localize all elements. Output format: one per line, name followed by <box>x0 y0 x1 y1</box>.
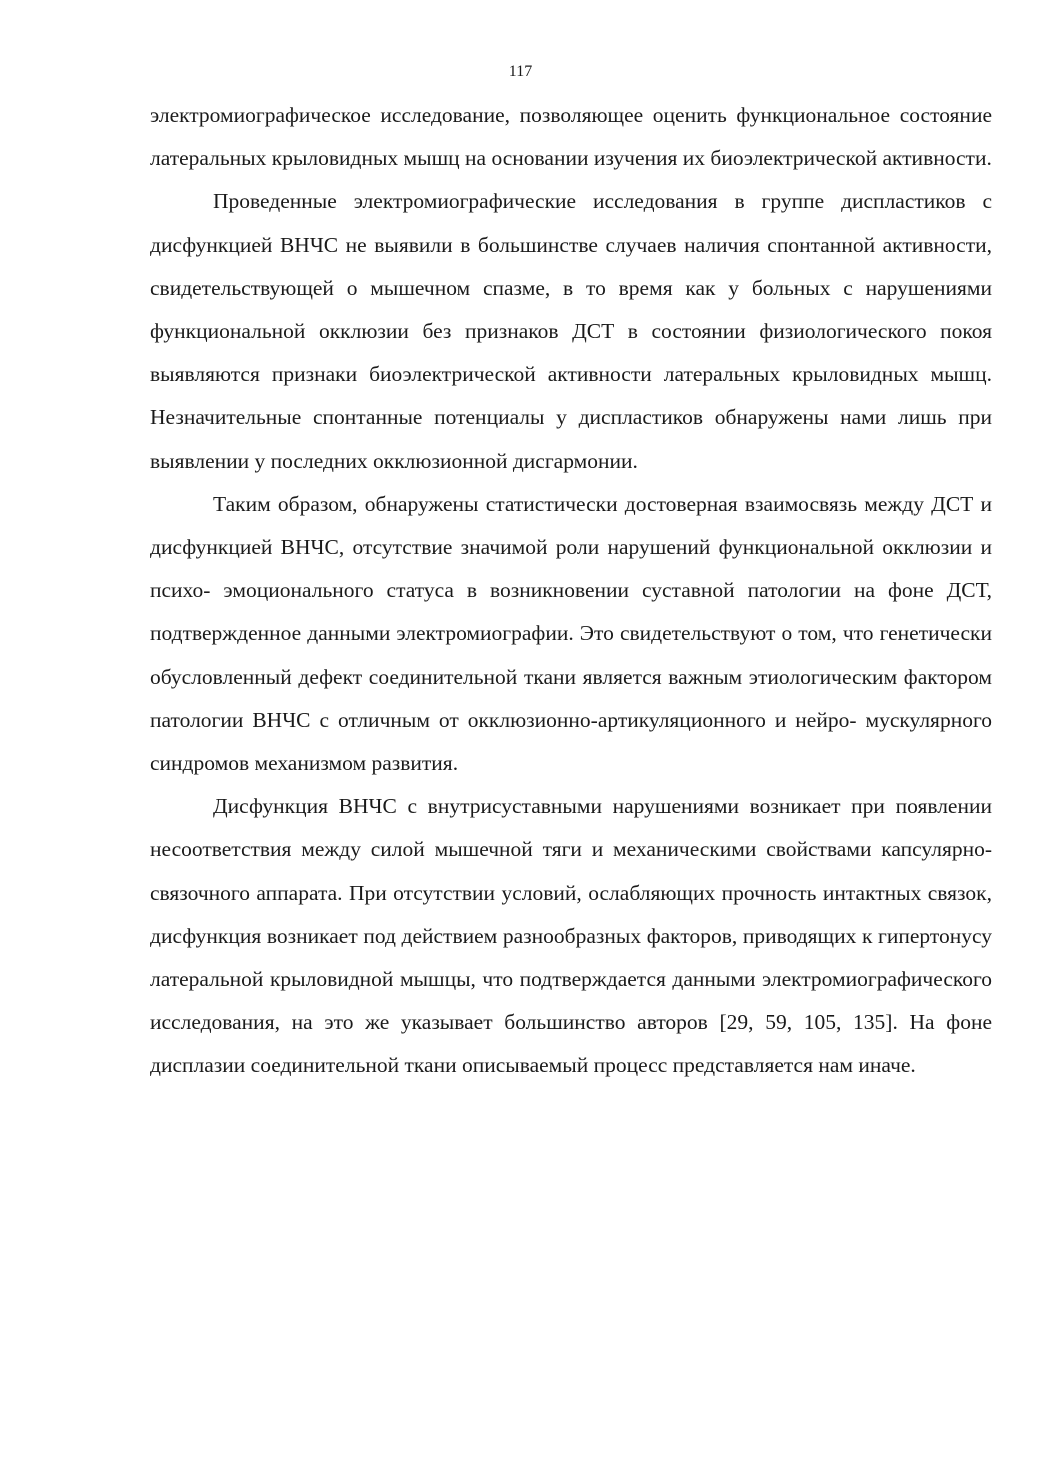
paragraph-1: электромиографическое исследование, позволяющее оценить функциональное состояние латеральных крыловидных мышц на основании изучения их биоэлектрической активности. <box>150 103 992 171</box>
body-text <box>150 94 992 1088</box>
paragraph-2: Проведенные электромиографические исследования в группе диспластиков с дисфункцией ВНЧС не выявили в большинстве случаев наличия спонтанной активности, свидетельствующей о мышечном спазме, в то время как у больных с нарушениями функциональной окклюзии без признаков ДСТ в состоянии физиологического покоя выявляются признаки биоэлектрической активности латеральных крыловидных мышц. Незначительные спонтанные потенциалы у диспластиков обнаружены нами лишь при выявлении у последних окклюзионной дисгармонии. <box>150 189 992 473</box>
paragraph-3: Таким образом, обнаружены статистически достоверная взаимосвязь между ДСТ и дисфункцией ВНЧС, отсутствие значимой роли нарушений функциональной окклюзии и психо- эмоционального статуса в возникновении суставной патологии на фоне ДСТ, подтвержденное данными электромиографии. Это свидетельствуют о том, что генетически обусловленный дефект соединительной ткани является важным этиологическим фактором патологии ВНЧС с отличным от окклюзионно-артикуляционного и нейро- мускулярного синдромов механизмом развития. <box>150 491 992 776</box>
paragraph-4: Дисфункция ВНЧС с внутрисуставными нарушениями возникает при появлении несоответствия между силой мышечной тяги и механическими свойствами капсулярно- связочного аппарата. При отсутствии условий, ослабляющих прочность интактных связок, дисфункция возникает под действием разнообразных факторов, приводящих к гипертонусу латеральной крыловидной мышцы, что подтверждается данными электромиографического исследования, на это же указывает большинство авторов [29, 59, 105, 135]. На фоне дисплазии соединительной ткани описываемый процесс представляется нам иначе. <box>150 794 992 1078</box>
page-number: 117 <box>508 63 533 80</box>
